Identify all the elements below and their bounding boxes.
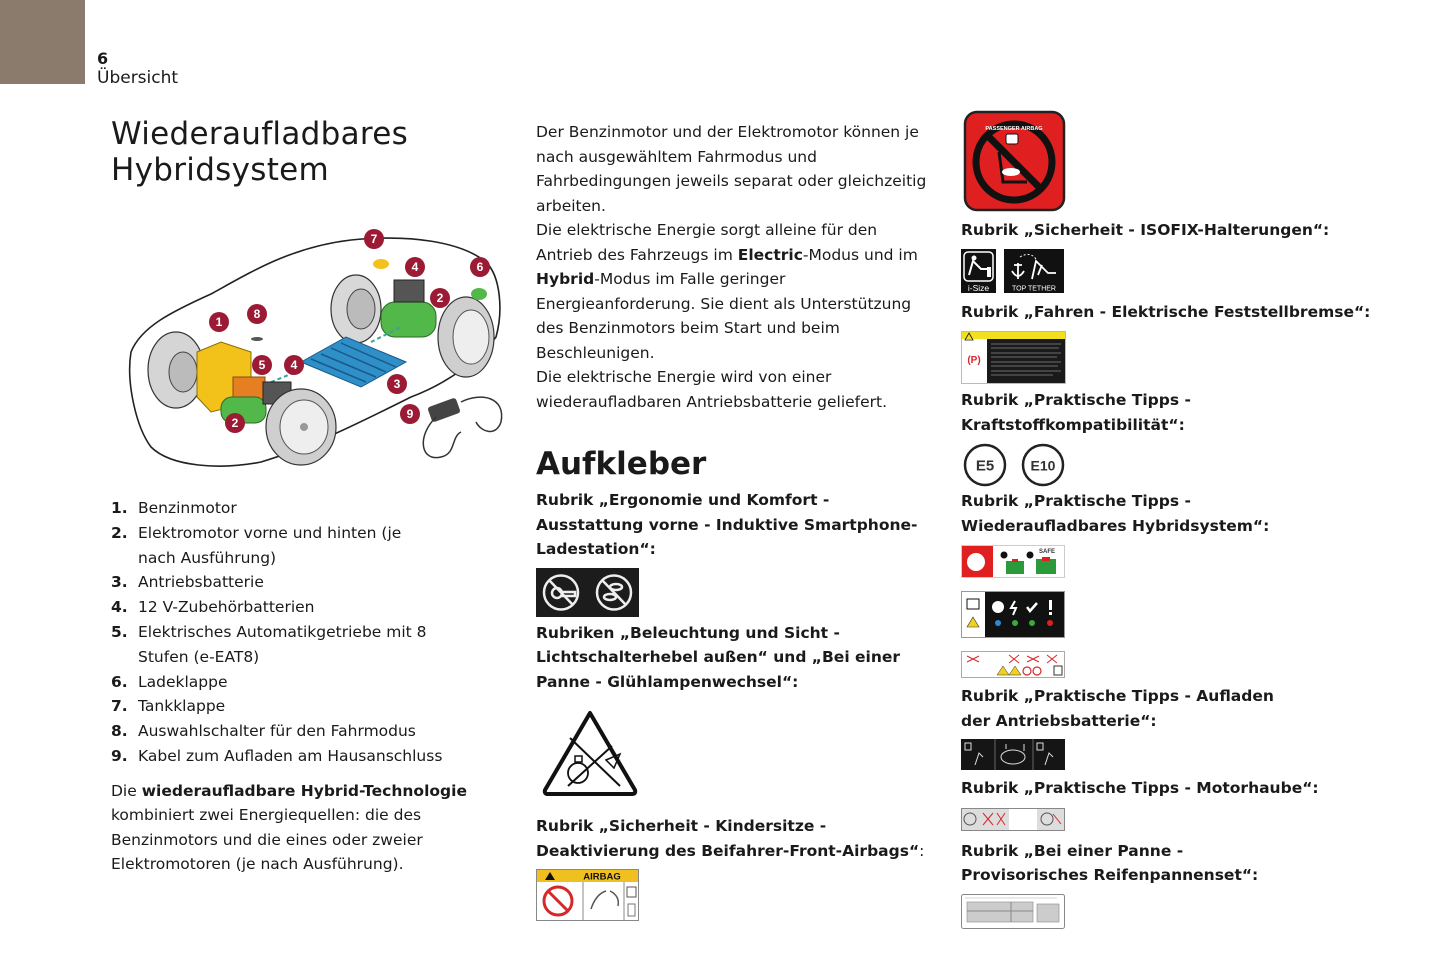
svg-text:6: 6 (476, 260, 484, 274)
svg-text:3: 3 (393, 377, 401, 391)
section-name: Übersicht (97, 68, 179, 88)
rubrik-kraftstoff: Rubrik „Praktische Tipps - Kraftstoffkompatibilität“: (961, 391, 1191, 434)
svg-text:AIRBAG: AIRBAG (583, 871, 621, 883)
list-item: 2. Elektromotor vorne und hinten (je nach Ausführung) (111, 523, 402, 567)
svg-text:1: 1 (215, 315, 223, 329)
hybrid-intro-paragraph: Die wiederaufladbare Hybrid-Technologie kombiniert zwei Energiequellen: die des Benzinmotors und die eines oder zweier Elektromotoren (je nach Ausführung). (111, 781, 467, 874)
rubrik-ergonomie: Rubrik „Ergonomie und Komfort - Ausstattung vorne - Induktive Smartphone-Ladestation“: (536, 491, 918, 558)
svg-text:9: 9 (406, 407, 414, 421)
svg-text:PASSENGER AIRBAG: PASSENGER AIRBAG (985, 126, 1043, 132)
parts-list (111, 496, 511, 769)
tyre-repair-kit-sticker (961, 894, 1065, 929)
top-tether-sticker (1004, 249, 1064, 293)
list-item: 9. Kabel zum Aufladen am Hausanschluss (111, 746, 443, 765)
aufkleber-heading: Aufkleber (536, 446, 707, 482)
right-column (961, 110, 1381, 929)
left-column (111, 116, 511, 877)
isofix-stickers (961, 249, 1381, 293)
svg-text:5: 5 (258, 358, 266, 372)
svg-text:(P): (P) (967, 355, 981, 366)
passenger-airbag-sticker (963, 110, 1066, 212)
parking-brake-sticker (961, 331, 1066, 384)
bonnet-sticker (961, 808, 1065, 831)
rubrik-kindersitze: Rubrik „Sicherheit - Kindersitze - Deaktivierung des Beifahrer-Front-Airbags“: (536, 817, 925, 860)
list-item: 5. Elektrisches Automatikgetriebe mit 8 Stufen (e-EAT8) (111, 622, 427, 666)
rubrik-aufladen: Rubrik „Praktische Tipps - Aufladen der Antriebsbatterie“: (961, 687, 1274, 730)
svg-text:7: 7 (370, 232, 378, 246)
rubrik-motorhaube: Rubrik „Praktische Tipps - Motorhaube“: (961, 779, 1319, 797)
charging-status-sticker (961, 591, 1065, 638)
svg-text:2: 2 (231, 416, 239, 430)
rubrik-hybridsystem: Rubrik „Praktische Tipps - Wiederaufladbares Hybridsystem“: (961, 492, 1270, 535)
svg-text:8: 8 (253, 307, 261, 321)
i-size-sticker (961, 249, 996, 293)
fuel-e10-icon (1021, 443, 1065, 487)
hybrid-car-diagram (111, 222, 511, 472)
list-item: 8. Auswahlschalter für den Fahrmodus (111, 722, 416, 741)
rubrik-beleuchtung: Rubriken „Beleuchtung und Sicht - Lichtschalterhebel außen“ und „Bei einer Panne - Glühlampenwechsel“: (536, 623, 901, 691)
fuel-compatibility-labels (963, 443, 1381, 487)
paragraph-battery: Die elektrische Energie wird von einer wiederaufladbaren Antriebsbatterie geliefert. (536, 368, 888, 411)
list-item: 1. Benzinmotor (111, 499, 237, 517)
fuel-e5-icon (963, 443, 1007, 487)
rubrik-fahren: Rubrik „Fahren - Elektrische Feststellbremse“: (961, 302, 1371, 321)
charging-warnings-sticker (961, 651, 1065, 678)
rubrik-panne: Rubrik „Bei einer Panne - Provisorisches Reifenpannenset“: (961, 841, 1259, 884)
list-item: 6. Ladeklappe (111, 672, 228, 691)
list-item: 4. 12 V-Zubehörbatterien (111, 598, 315, 617)
rubrik-isofix: Rubrik „Sicherheit - ISOFIX-Halterungen“: (961, 221, 1330, 239)
paragraph-electric: Die elektrische Energie sorgt alleine für den Antrieb des Fahrzeugs im Electric-Modus und im Hybrid-Modus im Falle geringer Energieanforderung. Sie dient als Unterstützung des Benzinmotors beim Start und beim Beschleunigen. (536, 221, 918, 362)
page-number: 6 (97, 49, 109, 68)
paragraph-modes: Der Benzinmotor und der Elektromotor können je nach ausgewähltem Fahrmodus und Fahrbedingungen jeweils separat oder gleichzeitig arbeiten. (536, 123, 927, 215)
headlamp-warning-sticker (540, 708, 640, 798)
battery-charging-sticker (961, 739, 1065, 770)
hybrid-safe-sticker (961, 545, 1065, 578)
svg-text:TOP TETHER: TOP TETHER (1012, 285, 1056, 292)
title-line-1: Wiederaufladbares (111, 116, 409, 152)
list-item: 7. Tankklappe (111, 697, 226, 716)
airbag-warning-sticker (536, 869, 639, 921)
svg-text:4: 4 (290, 358, 298, 372)
middle-column (536, 120, 936, 921)
hybrid-title (111, 116, 511, 188)
list-item: 3. Antriebsbatterie (111, 573, 264, 592)
svg-text:E5: E5 (975, 457, 995, 475)
car-illustration (111, 222, 511, 472)
svg-text:SAFE: SAFE (1038, 549, 1056, 555)
chapter-color-tab (0, 0, 85, 84)
svg-text:2: 2 (436, 291, 444, 305)
no-key-no-coins-sticker (536, 568, 639, 617)
svg-text:E10: E10 (1030, 457, 1056, 474)
title-line-2: Hybridsystem (111, 152, 330, 188)
svg-text:i-Size: i-Size (967, 282, 990, 293)
svg-text:4: 4 (411, 260, 419, 274)
